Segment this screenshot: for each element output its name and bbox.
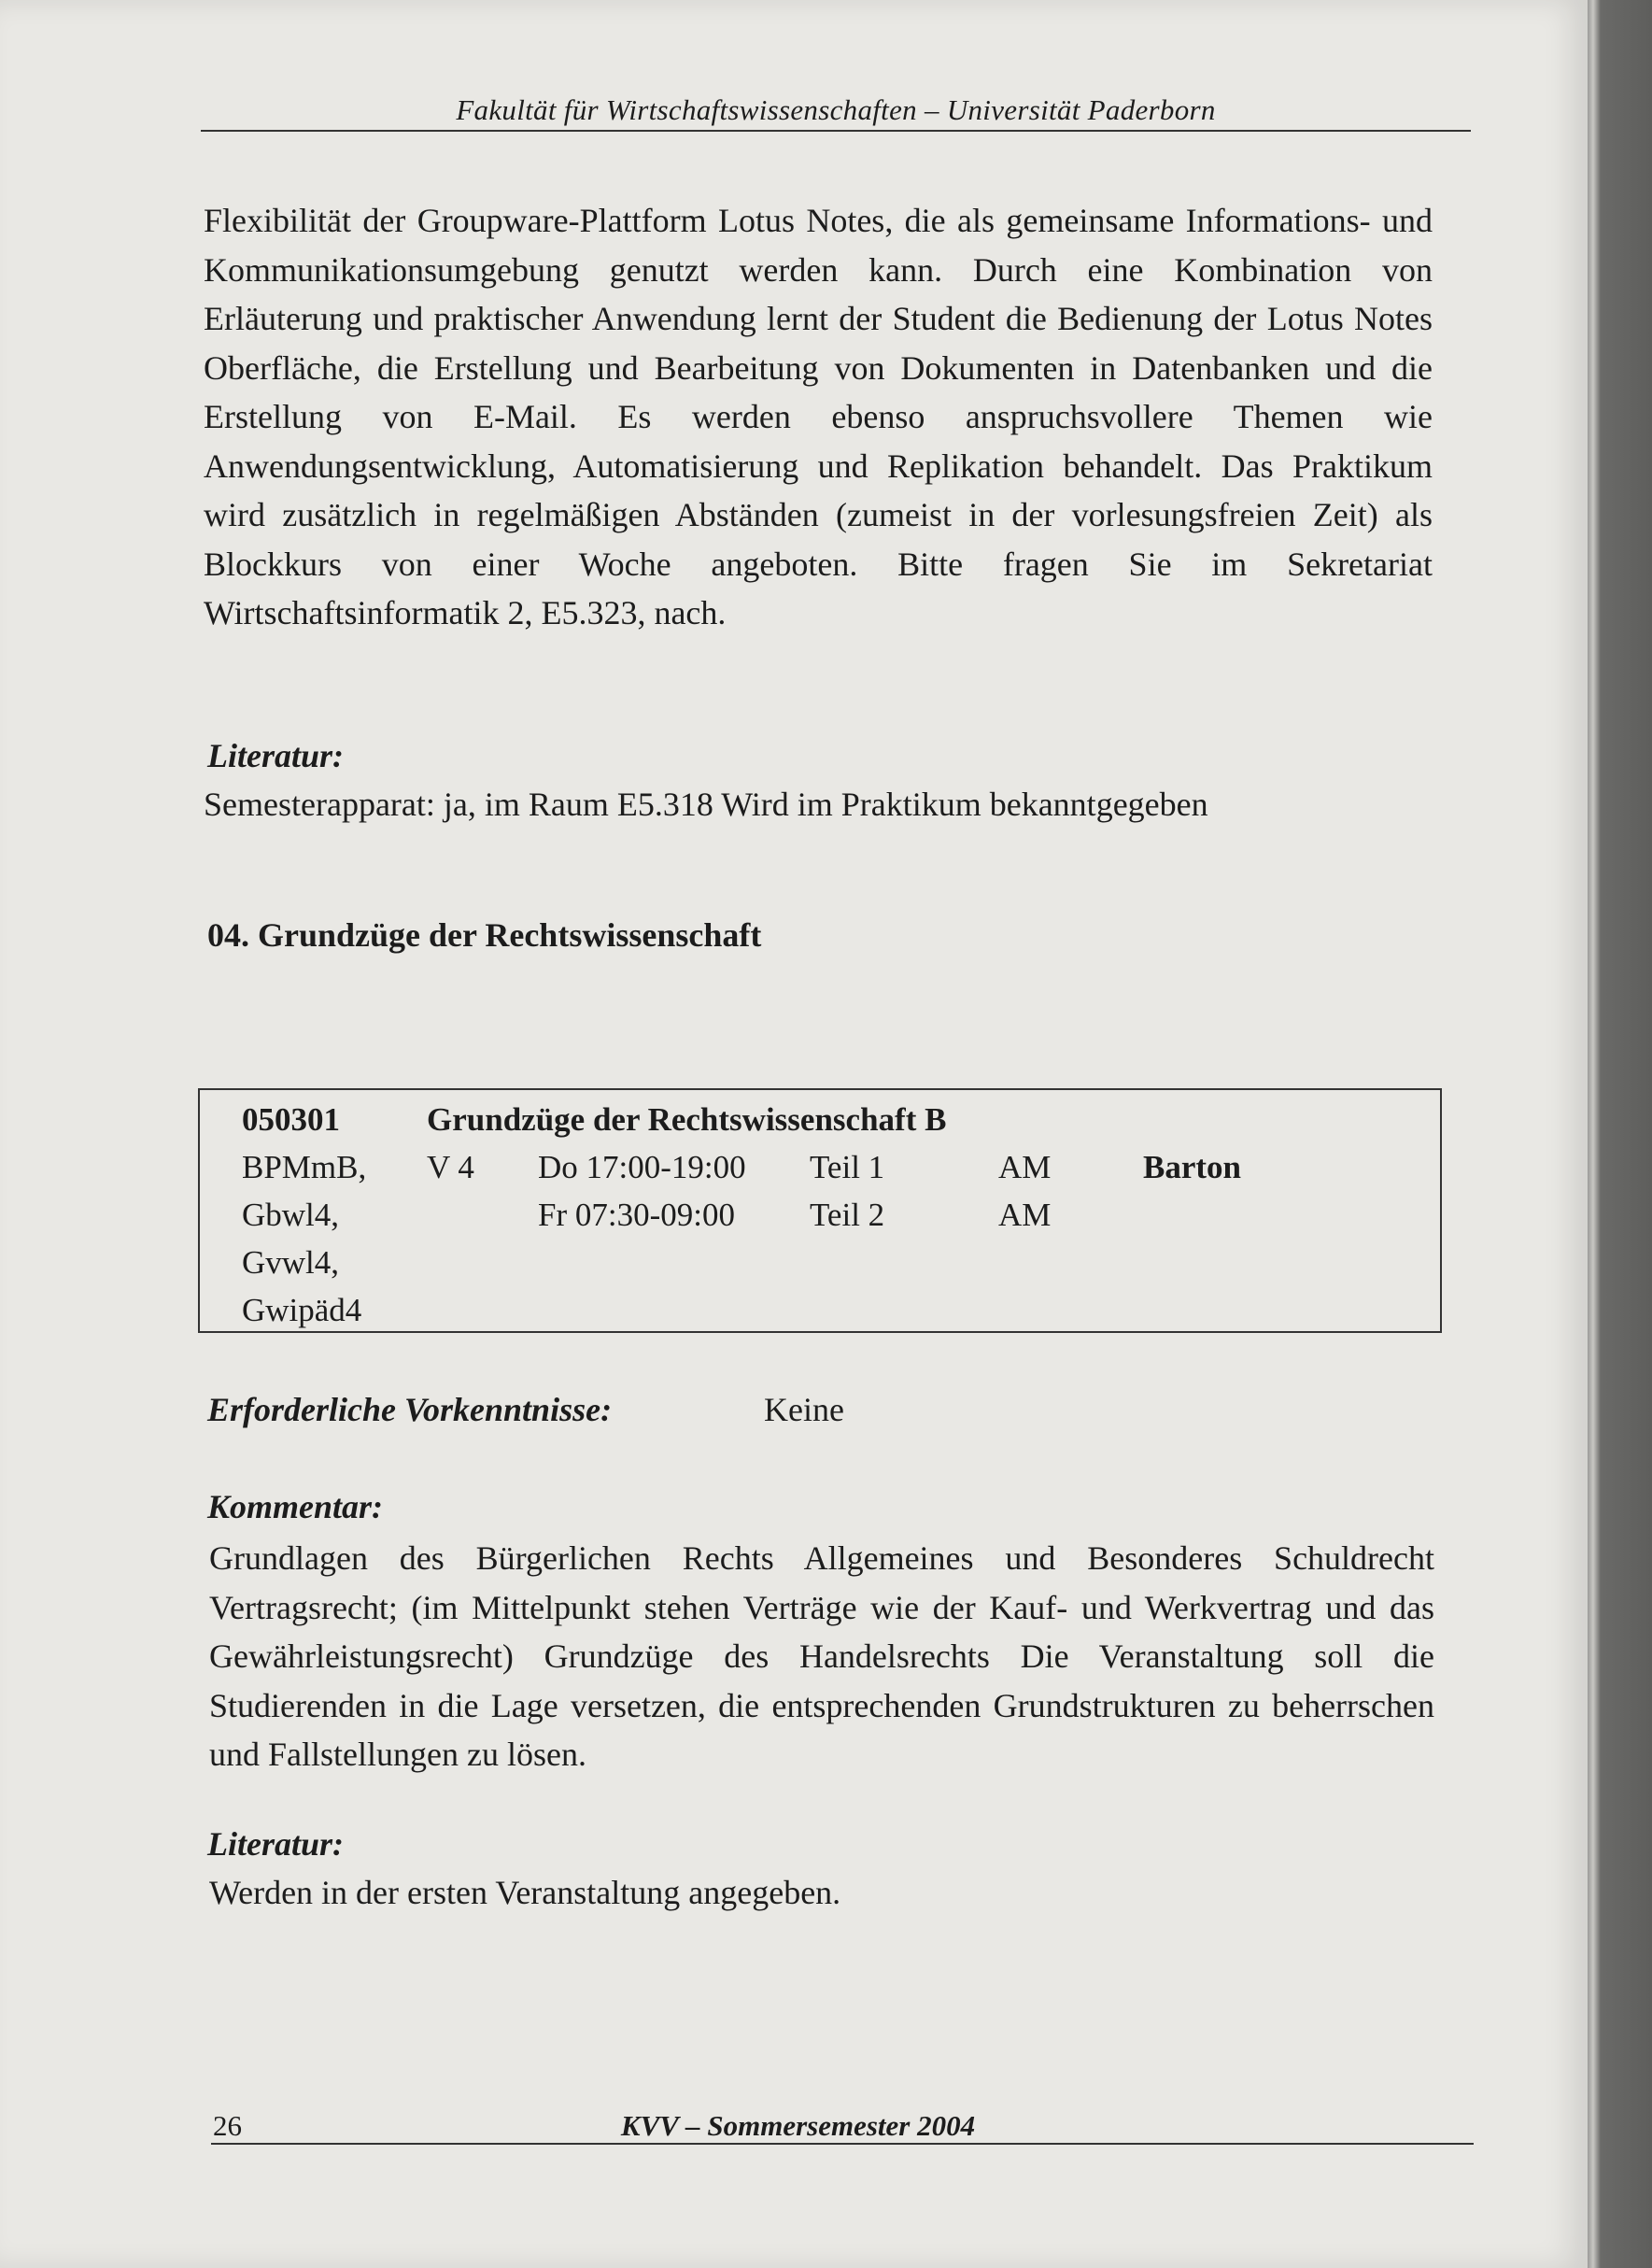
literatur-heading: Literatur: — [207, 737, 345, 774]
kommentar-heading: Kommentar: — [207, 1488, 384, 1525]
intro-paragraph: Flexibilität der Groupware-Plattform Lotus Notes, die als gemeinsame Informations- und Kommunikationsumgebung genutzt werden kann. Durch eine Kombination von Erläuterung und praktischer Anwendung lernt der Student die Bedienung der Lotus Notes Oberfläche, die Erstellung und Bearbeitung von Dokumenten in Datenbanken und die Erstellung von E-Mail. Es werden ebenso anspruchsvollere Themen wie Anwendungsentwicklung, Automatisierung und Replikation behandelt. Das Praktikum wird zusätzlich in regelmäßigen Abständen (zumeist in der vorlesungsfreien Zeit) als Blockkurs von einer Woche angeboten. Bitte fragen Sie im Sekretariat Wirtschaftsinformatik 2, E5.323, nach. — [204, 202, 1433, 631]
session-part: Teil 1 — [810, 1149, 885, 1185]
session-time: Fr 07:30-09:00 — [538, 1197, 735, 1233]
course-box — [198, 1088, 1442, 1333]
course-program: Gwipäd4 — [242, 1292, 362, 1328]
session-time: Do 17:00-19:00 — [538, 1149, 746, 1185]
header-rule — [201, 130, 1471, 132]
course-program: Gvwl4, — [242, 1244, 340, 1281]
session-room: AM — [998, 1149, 1052, 1185]
page-number: 26 — [213, 2109, 242, 2142]
course-program: Gbwl4, — [242, 1197, 340, 1233]
course-program: BPMmB, — [242, 1149, 367, 1185]
vorkenntnisse-label: Erforderliche Vorkenntnisse: — [207, 1391, 613, 1428]
book-edge — [1588, 0, 1652, 2268]
vorkenntnisse-value: Keine — [764, 1391, 844, 1428]
literatur-text: Semesterapparat: ja, im Raum E5.318 Wird im Praktikum bekanntgegeben — [204, 786, 1208, 823]
session-part: Teil 2 — [810, 1197, 885, 1233]
page-header: Fakultät für Wirtschaftswissenschaften – Universität Paderborn — [456, 93, 1216, 126]
literatur2-heading: Literatur: — [207, 1825, 345, 1863]
footer-title: KVV – Sommersemester 2004 — [620, 2109, 976, 2142]
course-number: 050301 — [242, 1101, 340, 1138]
footer-rule — [211, 2143, 1474, 2145]
session-room: AM — [998, 1197, 1052, 1233]
literatur2-text: Werden in der ersten Veranstaltung angegeben. — [209, 1874, 841, 1911]
kommentar-text: Grundlagen des Bürgerlichen Rechts Allgemeines und Besonderes Schuldrecht Vertragsrecht; (im Mittelpunkt stehen Verträge wie der Kauf- und Werkvertrag und das Gewährleistungsrecht) Grundzüge des Handelsrechts Die Veranstaltung soll die Studierenden in die Lage versetzen, die entsprechenden Grundstrukturen zu beherrschen und Fallstellungen zu lösen. — [209, 1539, 1434, 1773]
section-title: 04. Grundzüge der Rechtswissenschaft — [207, 916, 762, 954]
course-title: Grundzüge der Rechtswissenschaft B — [427, 1101, 947, 1138]
course-lecturer: Barton — [1143, 1149, 1241, 1185]
course-type: V 4 — [427, 1149, 474, 1185]
